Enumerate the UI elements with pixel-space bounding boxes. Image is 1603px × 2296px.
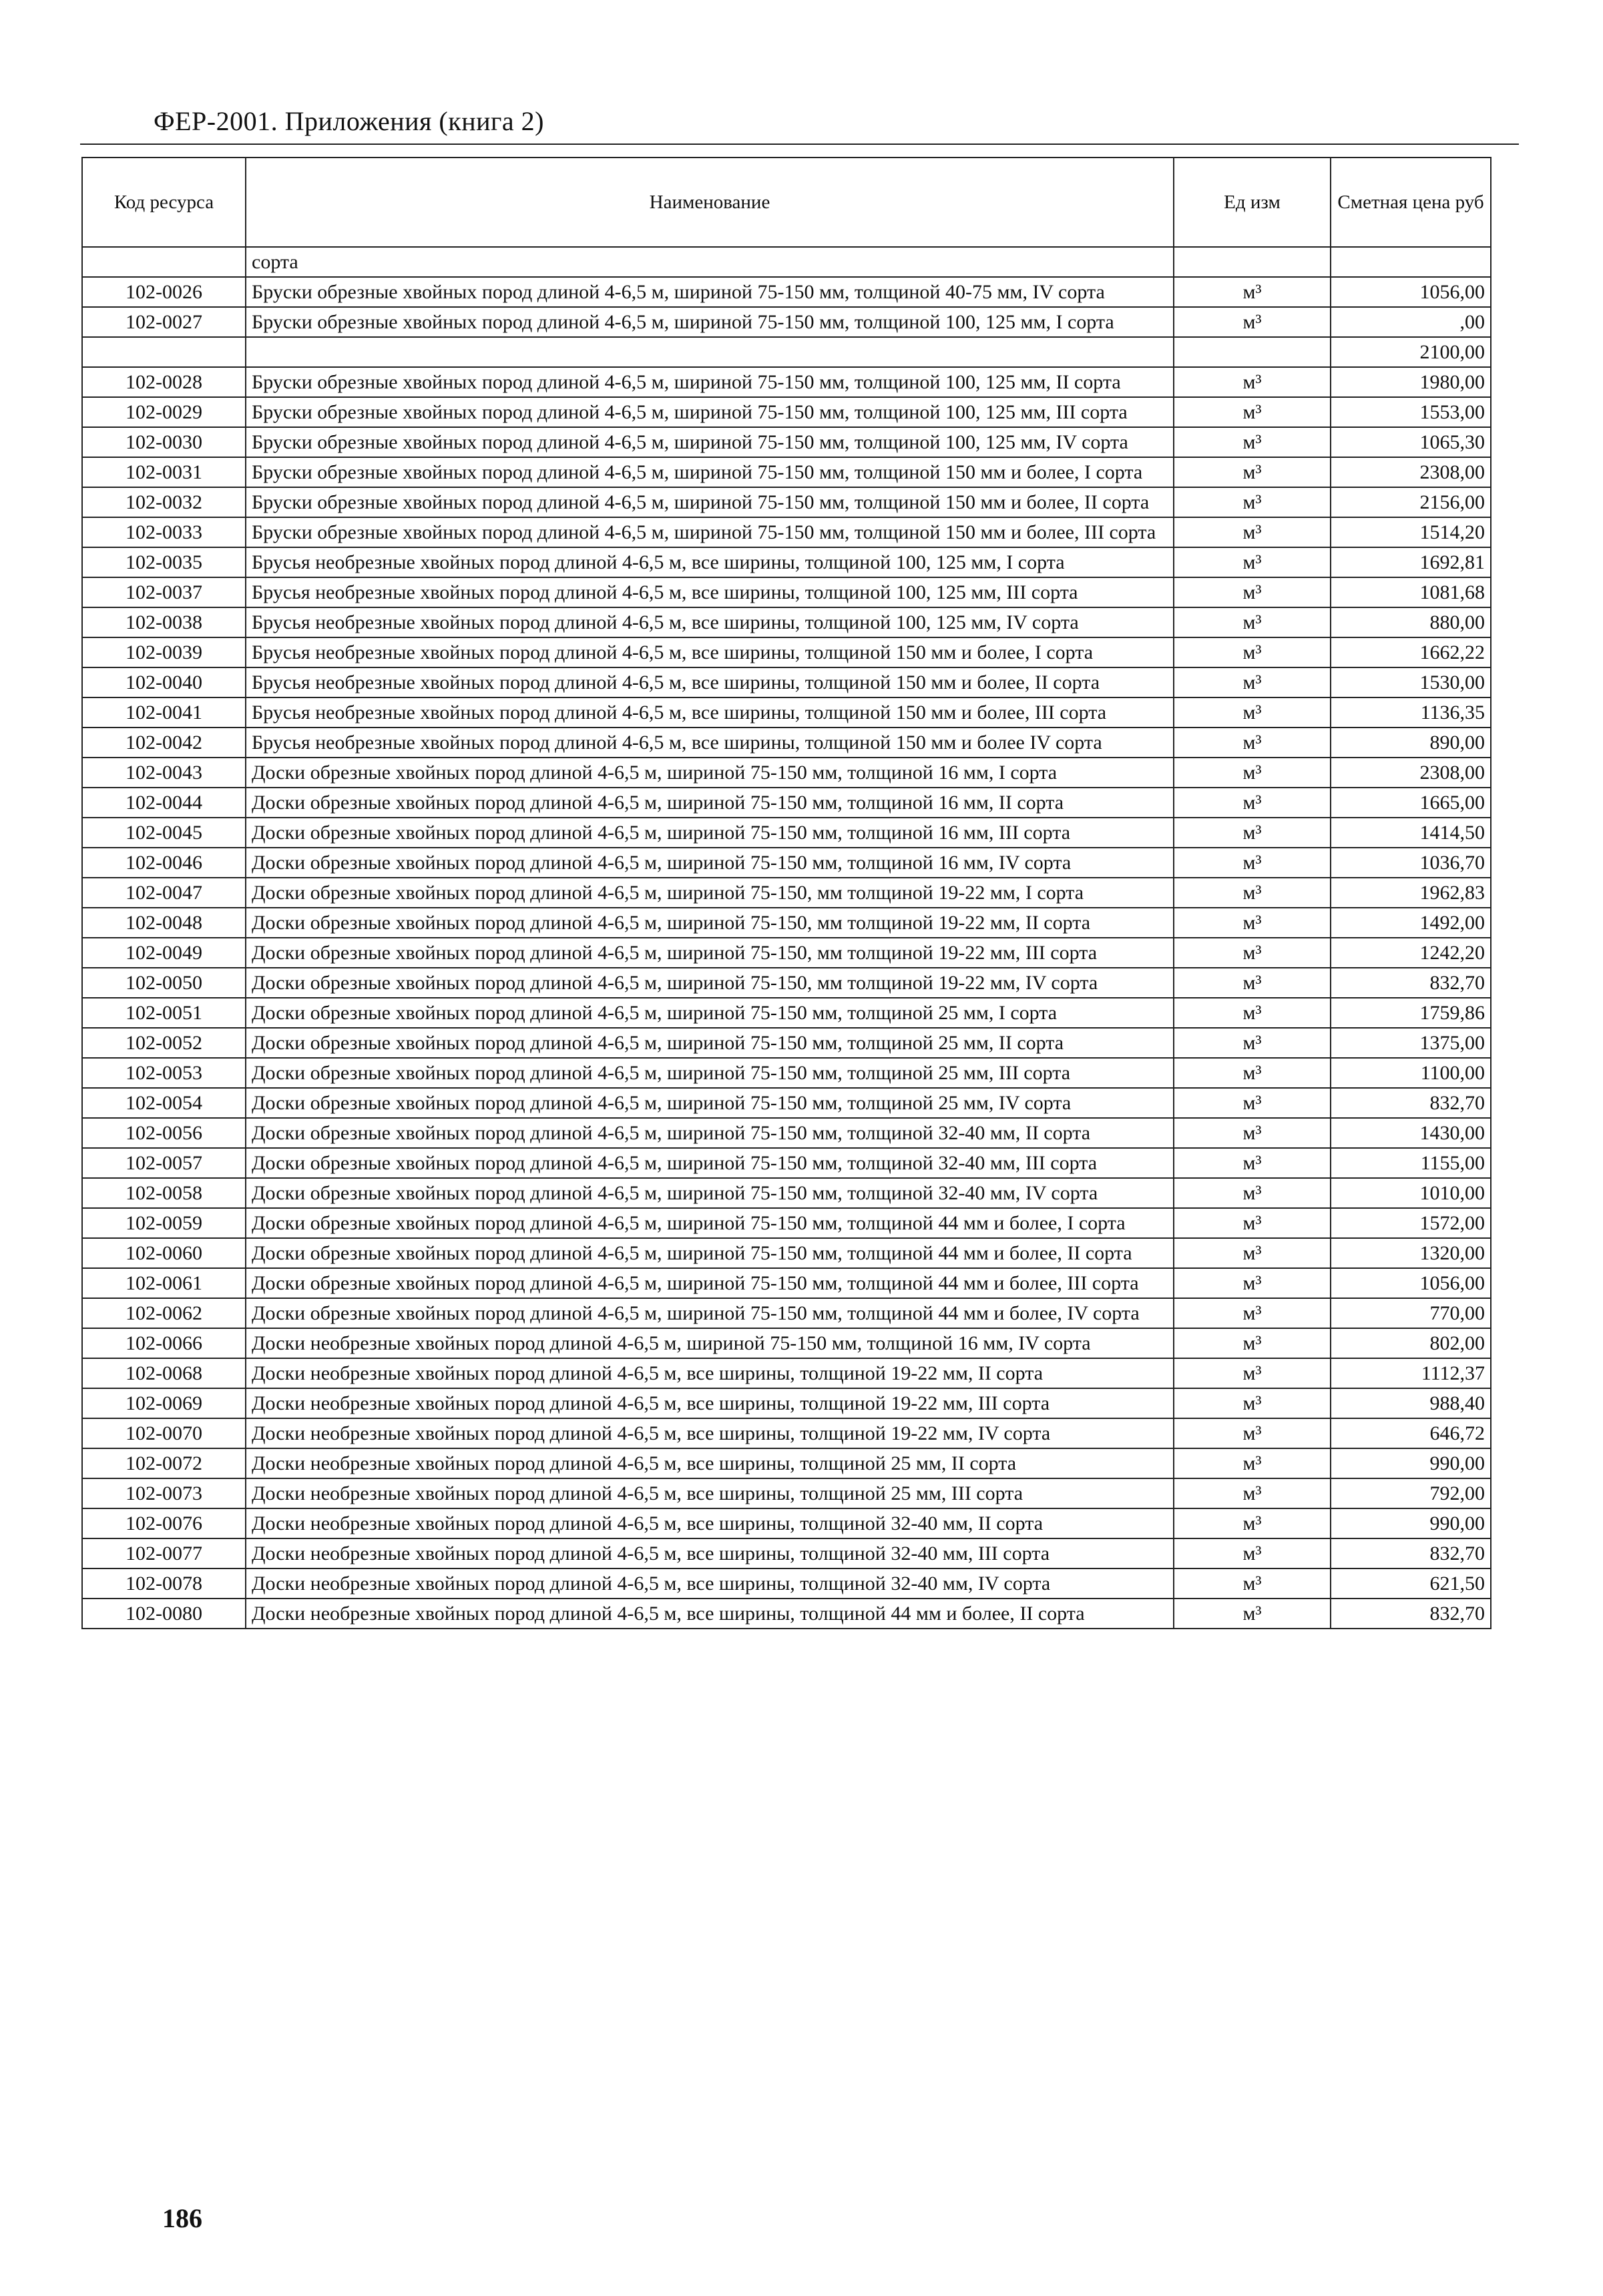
resource-code-cell: 102-0061 <box>82 1268 246 1298</box>
price-cell: 832,70 <box>1331 1538 1491 1568</box>
table-row <box>82 908 1491 938</box>
unit-cell: м³ <box>1174 1298 1331 1328</box>
unit-cell: м³ <box>1174 307 1331 337</box>
table-row <box>82 1568 1491 1599</box>
unit-cell: м³ <box>1174 1148 1331 1178</box>
resource-name-cell: Доски необрезные хвойных пород длиной 4-6,5 м, все ширины, толщиной 19-22 мм, IV сорта <box>246 1418 1174 1448</box>
resource-code-cell: 102-0031 <box>82 457 246 487</box>
price-cell: 1010,00 <box>1331 1178 1491 1208</box>
price-cell: 1665,00 <box>1331 788 1491 818</box>
resource-code-cell: 102-0039 <box>82 637 246 667</box>
unit-cell: м³ <box>1174 1448 1331 1478</box>
unit-cell: м³ <box>1174 607 1331 637</box>
column-header-code: Код ресурса <box>82 158 246 247</box>
column-header-unit: Ед изм <box>1174 158 1331 247</box>
resource-code-cell: 102-0059 <box>82 1208 246 1238</box>
resource-code-cell: 102-0046 <box>82 848 246 878</box>
resource-name-cell: Доски обрезные хвойных пород длиной 4-6,5 м, шириной 75-150 мм, толщиной 44 мм и более, II сорта <box>246 1238 1174 1268</box>
table-row <box>82 547 1491 577</box>
table-row <box>82 1088 1491 1118</box>
resource-name-cell: Доски обрезные хвойных пород длиной 4-6,5 м, шириной 75-150 мм, толщиной 25 мм, II сорта <box>246 1028 1174 1058</box>
resource-name-cell: Доски необрезные хвойных пород длиной 4-6,5 м, все ширины, толщиной 19-22 мм, III сорта <box>246 1388 1174 1418</box>
price-cell: 1081,68 <box>1331 577 1491 607</box>
unit-cell: м³ <box>1174 818 1331 848</box>
unit-cell: м³ <box>1174 1568 1331 1599</box>
table-row <box>82 397 1491 427</box>
unit-cell: м³ <box>1174 998 1331 1028</box>
unit-cell: м³ <box>1174 1358 1331 1388</box>
table-row <box>82 637 1491 667</box>
table-row <box>82 1478 1491 1508</box>
unit-cell: м³ <box>1174 1388 1331 1418</box>
resource-code-cell: 102-0077 <box>82 1538 246 1568</box>
page-number: 186 <box>162 2203 202 2233</box>
table-row <box>82 607 1491 637</box>
price-cell: 1100,00 <box>1331 1058 1491 1088</box>
price-cell: 621,50 <box>1331 1568 1491 1599</box>
resource-name-cell: Бруски обрезные хвойных пород длиной 4-6,5 м, шириной 75-150 мм, толщиной 100, 125 мм, III сорта <box>246 397 1174 427</box>
resource-code-cell: 102-0049 <box>82 938 246 968</box>
resource-name-cell: Доски необрезные хвойных пород длиной 4-6,5 м, все ширины, толщиной 32-40 мм, IV сорта <box>246 1568 1174 1599</box>
resource-code-cell: 102-0078 <box>82 1568 246 1599</box>
column-header-price: Сметная цена руб <box>1331 158 1491 247</box>
price-cell: 880,00 <box>1331 607 1491 637</box>
resource-code-cell: 102-0047 <box>82 878 246 908</box>
unit-cell: м³ <box>1174 547 1331 577</box>
price-cell: 990,00 <box>1331 1448 1491 1478</box>
unit-cell: м³ <box>1174 968 1331 998</box>
header-rule <box>80 144 1519 145</box>
resource-name-cell: Доски обрезные хвойных пород длиной 4-6,5 м, шириной 75-150 мм, толщиной 32-40 мм, II сорта <box>246 1118 1174 1148</box>
table-body <box>82 247 1491 1629</box>
price-cell: 802,00 <box>1331 1328 1491 1358</box>
page-header: ФЕР-2001. Приложения (книга 2) <box>154 106 544 136</box>
table-row <box>82 457 1491 487</box>
table-row <box>82 427 1491 457</box>
table-row <box>82 1028 1491 1058</box>
table-row <box>82 1599 1491 1629</box>
resource-code-cell: 102-0066 <box>82 1328 246 1358</box>
resource-name-cell: Доски обрезные хвойных пород длиной 4-6,5 м, шириной 75-150 мм, толщиной 44 мм и более, IV сорта <box>246 1298 1174 1328</box>
resource-code-cell: 102-0054 <box>82 1088 246 1118</box>
resource-code-cell: 102-0038 <box>82 607 246 637</box>
unit-cell: м³ <box>1174 1178 1331 1208</box>
table-row <box>82 667 1491 697</box>
resource-code-cell: 102-0073 <box>82 1478 246 1508</box>
resource-name-cell: Бруски обрезные хвойных пород длиной 4-6,5 м, шириной 75-150 мм, толщиной 150 мм и более, III сорта <box>246 517 1174 547</box>
unit-cell: м³ <box>1174 878 1331 908</box>
table-row <box>82 1118 1491 1148</box>
unit-cell: м³ <box>1174 517 1331 547</box>
resource-name-cell: сорта <box>246 247 1174 277</box>
price-cell: 832,70 <box>1331 1088 1491 1118</box>
table-row <box>82 758 1491 788</box>
resource-name-cell: Бруски обрезные хвойных пород длиной 4-6,5 м, шириной 75-150 мм, толщиной 150 мм и более, II сорта <box>246 487 1174 517</box>
price-cell: ,00 <box>1331 307 1491 337</box>
table-row <box>82 337 1491 367</box>
table-row <box>82 728 1491 758</box>
resource-name-cell: Доски необрезные хвойных пород длиной 4-6,5 м, все ширины, толщиной 32-40 мм, III сорта <box>246 1538 1174 1568</box>
unit-cell: м³ <box>1174 848 1331 878</box>
resource-code-cell: 102-0026 <box>82 277 246 307</box>
table-row <box>82 788 1491 818</box>
table-row <box>82 1358 1491 1388</box>
price-cell: 1492,00 <box>1331 908 1491 938</box>
price-cell: 1056,00 <box>1331 277 1491 307</box>
resource-name-cell: Доски обрезные хвойных пород длиной 4-6,5 м, шириной 75-150 мм, толщиной 16 мм, IV сорта <box>246 848 1174 878</box>
price-cell: 646,72 <box>1331 1418 1491 1448</box>
resource-name-cell: Брусья необрезные хвойных пород длиной 4-6,5 м, все ширины, толщиной 100, 125 мм, III сорта <box>246 577 1174 607</box>
resource-name-cell: Доски необрезные хвойных пород длиной 4-6,5 м, все ширины, толщиной 19-22 мм, II сорта <box>246 1358 1174 1388</box>
unit-cell: м³ <box>1174 1088 1331 1118</box>
unit-cell: м³ <box>1174 487 1331 517</box>
price-cell: 1036,70 <box>1331 848 1491 878</box>
unit-cell: м³ <box>1174 728 1331 758</box>
unit-cell: м³ <box>1174 938 1331 968</box>
price-cell <box>1331 247 1491 277</box>
price-cell: 990,00 <box>1331 1508 1491 1538</box>
table-row <box>82 1058 1491 1088</box>
resource-name-cell: Бруски обрезные хвойных пород длиной 4-6,5 м, шириной 75-150 мм, толщиной 100, 125 мм, IV сорта <box>246 427 1174 457</box>
resource-name-cell: Доски необрезные хвойных пород длиной 4-6,5 м, все ширины, толщиной 25 мм, II сорта <box>246 1448 1174 1478</box>
table-row <box>82 818 1491 848</box>
table-row <box>82 1178 1491 1208</box>
table-row <box>82 307 1491 337</box>
unit-cell: м³ <box>1174 1328 1331 1358</box>
table-row <box>82 277 1491 307</box>
table-header-row <box>82 158 1491 247</box>
resource-name-cell: Доски обрезные хвойных пород длиной 4-6,5 м, шириной 75-150 мм, толщиной 16 мм, I сорта <box>246 758 1174 788</box>
resource-name-cell: Брусья необрезные хвойных пород длиной 4-6,5 м, все ширины, толщиной 100, 125 мм, I сорта <box>246 547 1174 577</box>
unit-cell: м³ <box>1174 277 1331 307</box>
table-row <box>82 1268 1491 1298</box>
unit-cell <box>1174 247 1331 277</box>
resource-name-cell: Доски обрезные хвойных пород длиной 4-6,5 м, шириной 75-150 мм, толщиной 44 мм и более, I сорта <box>246 1208 1174 1238</box>
table-row <box>82 247 1491 277</box>
resource-code-cell: 102-0052 <box>82 1028 246 1058</box>
unit-cell: м³ <box>1174 1268 1331 1298</box>
price-cell: 1414,50 <box>1331 818 1491 848</box>
resource-code-cell: 102-0050 <box>82 968 246 998</box>
resource-code-cell: 102-0042 <box>82 728 246 758</box>
price-cell: 890,00 <box>1331 728 1491 758</box>
unit-cell: м³ <box>1174 637 1331 667</box>
resource-code-cell: 102-0037 <box>82 577 246 607</box>
resource-name-cell: Доски обрезные хвойных пород длиной 4-6,5 м, шириной 75-150, мм толщиной 19-22 мм, II сорта <box>246 908 1174 938</box>
price-cell: 988,40 <box>1331 1388 1491 1418</box>
price-cell: 1242,20 <box>1331 938 1491 968</box>
table-row <box>82 848 1491 878</box>
resource-name-cell: Брусья необрезные хвойных пород длиной 4-6,5 м, все ширины, толщиной 100, 125 мм, IV сорта <box>246 607 1174 637</box>
table-row <box>82 577 1491 607</box>
table-row <box>82 367 1491 397</box>
resource-code-cell: 102-0035 <box>82 547 246 577</box>
resource-code-cell: 102-0076 <box>82 1508 246 1538</box>
price-cell: 1112,37 <box>1331 1358 1491 1388</box>
resource-name-cell <box>246 337 1174 367</box>
unit-cell: м³ <box>1174 788 1331 818</box>
price-cell: 2308,00 <box>1331 758 1491 788</box>
price-cell: 1430,00 <box>1331 1118 1491 1148</box>
table-row <box>82 1328 1491 1358</box>
unit-cell: м³ <box>1174 427 1331 457</box>
price-cell: 1553,00 <box>1331 397 1491 427</box>
resource-code-cell <box>82 247 246 277</box>
table-row <box>82 1538 1491 1568</box>
resource-name-cell: Доски обрезные хвойных пород длиной 4-6,5 м, шириной 75-150 мм, толщиной 25 мм, IV сорта <box>246 1088 1174 1118</box>
unit-cell: м³ <box>1174 1238 1331 1268</box>
resource-code-cell: 102-0058 <box>82 1178 246 1208</box>
resource-code-cell: 102-0033 <box>82 517 246 547</box>
resource-code-cell: 102-0044 <box>82 788 246 818</box>
resource-name-cell: Доски обрезные хвойных пород длиной 4-6,5 м, шириной 75-150 мм, толщиной 44 мм и более, III сорта <box>246 1268 1174 1298</box>
resource-code-cell: 102-0043 <box>82 758 246 788</box>
resource-name-cell: Доски обрезные хвойных пород длиной 4-6,5 м, шириной 75-150, мм толщиной 19-22 мм, I сорта <box>246 878 1174 908</box>
unit-cell: м³ <box>1174 758 1331 788</box>
resource-name-cell: Доски необрезные хвойных пород длиной 4-6,5 м, шириной 75-150 мм, толщиной 16 мм, IV сорта <box>246 1328 1174 1358</box>
table-row <box>82 1448 1491 1478</box>
resource-code-cell <box>82 337 246 367</box>
resource-code-cell: 102-0048 <box>82 908 246 938</box>
price-cell: 1759,86 <box>1331 998 1491 1028</box>
resource-name-cell: Доски обрезные хвойных пород длиной 4-6,5 м, шириной 75-150 мм, толщиной 16 мм, II сорта <box>246 788 1174 818</box>
unit-cell: м³ <box>1174 1058 1331 1088</box>
price-cell: 1692,81 <box>1331 547 1491 577</box>
unit-cell: м³ <box>1174 1028 1331 1058</box>
resource-code-cell: 102-0032 <box>82 487 246 517</box>
price-cell: 1136,35 <box>1331 697 1491 728</box>
table-row <box>82 968 1491 998</box>
table-row <box>82 1208 1491 1238</box>
resource-code-cell: 102-0027 <box>82 307 246 337</box>
resource-code-cell: 102-0041 <box>82 697 246 728</box>
resource-code-cell: 102-0072 <box>82 1448 246 1478</box>
resource-code-cell: 102-0080 <box>82 1599 246 1629</box>
unit-cell: м³ <box>1174 1599 1331 1629</box>
price-cell: 1320,00 <box>1331 1238 1491 1268</box>
resource-code-cell: 102-0062 <box>82 1298 246 1328</box>
unit-cell: м³ <box>1174 1118 1331 1148</box>
resource-name-cell: Брусья необрезные хвойных пород длиной 4-6,5 м, все ширины, толщиной 150 мм и более, III сорта <box>246 697 1174 728</box>
resource-name-cell: Доски обрезные хвойных пород длиной 4-6,5 м, шириной 75-150 мм, толщиной 32-40 мм, III сорта <box>246 1148 1174 1178</box>
price-cell: 1662,22 <box>1331 637 1491 667</box>
price-cell: 2156,00 <box>1331 487 1491 517</box>
price-cell: 1980,00 <box>1331 367 1491 397</box>
resource-code-cell: 102-0056 <box>82 1118 246 1148</box>
price-cell: 770,00 <box>1331 1298 1491 1328</box>
resource-code-cell: 102-0051 <box>82 998 246 1028</box>
price-cell: 2308,00 <box>1331 457 1491 487</box>
price-cell: 1530,00 <box>1331 667 1491 697</box>
price-cell: 832,70 <box>1331 968 1491 998</box>
table-row <box>82 697 1491 728</box>
table-row <box>82 1148 1491 1178</box>
unit-cell: м³ <box>1174 667 1331 697</box>
resource-code-cell: 102-0060 <box>82 1238 246 1268</box>
resource-code-cell: 102-0028 <box>82 367 246 397</box>
resource-code-cell: 102-0040 <box>82 667 246 697</box>
unit-cell: м³ <box>1174 397 1331 427</box>
unit-cell: м³ <box>1174 1208 1331 1238</box>
resource-code-cell: 102-0045 <box>82 818 246 848</box>
table-row <box>82 878 1491 908</box>
resource-code-cell: 102-0057 <box>82 1148 246 1178</box>
price-cell: 1962,83 <box>1331 878 1491 908</box>
resource-name-cell: Доски необрезные хвойных пород длиной 4-6,5 м, все ширины, толщиной 44 мм и более, II сорта <box>246 1599 1174 1629</box>
unit-cell: м³ <box>1174 1508 1331 1538</box>
table-row <box>82 938 1491 968</box>
unit-cell: м³ <box>1174 577 1331 607</box>
resource-name-cell: Доски обрезные хвойных пород длиной 4-6,5 м, шириной 75-150 мм, толщиной 32-40 мм, IV сорта <box>246 1178 1174 1208</box>
resource-name-cell: Бруски обрезные хвойных пород длиной 4-6,5 м, шириной 75-150 мм, толщиной 150 мм и более, I сорта <box>246 457 1174 487</box>
unit-cell: м³ <box>1174 1478 1331 1508</box>
resource-code-cell: 102-0069 <box>82 1388 246 1418</box>
resource-name-cell: Бруски обрезные хвойных пород длиной 4-6,5 м, шириной 75-150 мм, толщиной 100, 125 мм, II сорта <box>246 367 1174 397</box>
table-row <box>82 1508 1491 1538</box>
resource-code-cell: 102-0030 <box>82 427 246 457</box>
resource-name-cell: Брусья необрезные хвойных пород длиной 4-6,5 м, все ширины, толщиной 150 мм и более, II сорта <box>246 667 1174 697</box>
resource-code-cell: 102-0070 <box>82 1418 246 1448</box>
price-cell: 1056,00 <box>1331 1268 1491 1298</box>
table-row <box>82 1238 1491 1268</box>
table-row <box>82 487 1491 517</box>
resource-code-cell: 102-0053 <box>82 1058 246 1088</box>
price-cell: 1572,00 <box>1331 1208 1491 1238</box>
resource-name-cell: Доски обрезные хвойных пород длиной 4-6,5 м, шириной 75-150, мм толщиной 19-22 мм, III сорта <box>246 938 1174 968</box>
price-cell: 832,70 <box>1331 1599 1491 1629</box>
table-row <box>82 1388 1491 1418</box>
price-cell: 2100,00 <box>1331 337 1491 367</box>
resource-name-cell: Доски необрезные хвойных пород длиной 4-6,5 м, все ширины, толщиной 25 мм, III сорта <box>246 1478 1174 1508</box>
unit-cell <box>1174 337 1331 367</box>
resource-name-cell: Доски необрезные хвойных пород длиной 4-6,5 м, все ширины, толщиной 32-40 мм, II сорта <box>246 1508 1174 1538</box>
unit-cell: м³ <box>1174 697 1331 728</box>
resource-name-cell: Бруски обрезные хвойных пород длиной 4-6,5 м, шириной 75-150 мм, толщиной 100, 125 мм, I сорта <box>246 307 1174 337</box>
table-row <box>82 1418 1491 1448</box>
resource-code-cell: 102-0029 <box>82 397 246 427</box>
table-row <box>82 998 1491 1028</box>
resource-code-cell: 102-0068 <box>82 1358 246 1388</box>
resource-name-cell: Брусья необрезные хвойных пород длиной 4-6,5 м, все ширины, толщиной 150 мм и более IV сорта <box>246 728 1174 758</box>
table-row <box>82 517 1491 547</box>
unit-cell: м³ <box>1174 367 1331 397</box>
resource-name-cell: Брусья необрезные хвойных пород длиной 4-6,5 м, все ширины, толщиной 150 мм и более, I сорта <box>246 637 1174 667</box>
unit-cell: м³ <box>1174 1538 1331 1568</box>
price-cell: 1514,20 <box>1331 517 1491 547</box>
price-cell: 1155,00 <box>1331 1148 1491 1178</box>
resource-name-cell: Доски обрезные хвойных пород длиной 4-6,5 м, шириной 75-150 мм, толщиной 25 мм, III сорта <box>246 1058 1174 1088</box>
resource-table <box>81 157 1492 1629</box>
resource-name-cell: Доски обрезные хвойных пород длиной 4-6,5 м, шириной 75-150, мм толщиной 19-22 мм, IV сорта <box>246 968 1174 998</box>
price-cell: 792,00 <box>1331 1478 1491 1508</box>
resource-name-cell: Доски обрезные хвойных пород длиной 4-6,5 м, шириной 75-150 мм, толщиной 16 мм, III сорта <box>246 818 1174 848</box>
price-cell: 1375,00 <box>1331 1028 1491 1058</box>
column-header-name: Наименование <box>246 158 1174 247</box>
unit-cell: м³ <box>1174 1418 1331 1448</box>
unit-cell: м³ <box>1174 457 1331 487</box>
resource-name-cell: Доски обрезные хвойных пород длиной 4-6,5 м, шириной 75-150 мм, толщиной 25 мм, I сорта <box>246 998 1174 1028</box>
resource-name-cell: Бруски обрезные хвойных пород длиной 4-6,5 м, шириной 75-150 мм, толщиной 40-75 мм, IV сорта <box>246 277 1174 307</box>
unit-cell: м³ <box>1174 908 1331 938</box>
price-cell: 1065,30 <box>1331 427 1491 457</box>
table-row <box>82 1298 1491 1328</box>
